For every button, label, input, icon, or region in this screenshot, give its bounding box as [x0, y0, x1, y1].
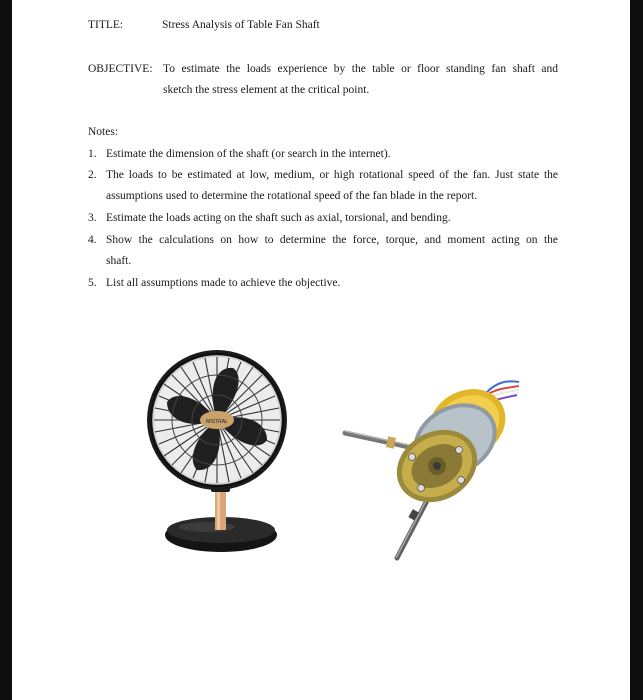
note-text: List all assumptions made to achieve the objective. — [106, 277, 341, 289]
note-number: 4. — [88, 234, 97, 246]
objective-text-line2: sketch the stress element at the critical point. — [163, 84, 370, 96]
fan-motor-image — [337, 362, 522, 567]
notes-heading: Notes: — [88, 126, 119, 138]
note-number: 2. — [88, 169, 97, 181]
note-text-continued: shaft. — [106, 255, 132, 267]
note-text: Show the calculations on how to determine the force, torque, and moment acting on the — [106, 234, 558, 246]
note-number: 3. — [88, 212, 97, 224]
title-label: TITLE: — [88, 19, 124, 31]
document-page — [12, 0, 630, 700]
note-number: 1. — [88, 148, 97, 160]
note-text: Estimate the dimension of the shaft (or search in the internet). — [106, 148, 391, 160]
viewer-frame-left — [0, 0, 12, 700]
note-text-continued: assumptions used to determine the rotational speed of the fan blade in the report. — [106, 190, 478, 202]
note-text: The loads to be estimated at low, medium, or high rotational speed of the fan. Just state the — [106, 169, 558, 181]
document-title: Stress Analysis of Table Fan Shaft — [162, 19, 320, 31]
viewer-frame-right — [630, 0, 643, 700]
objective-text-line1: To estimate the loads experience by the table or floor standing fan shaft and — [163, 63, 558, 75]
note-text: Estimate the loads acting on the shaft such as axial, torsional, and bending. — [106, 212, 451, 224]
note-number: 5. — [88, 277, 97, 289]
objective-label: OBJECTIVE: — [88, 63, 153, 75]
table-fan-image — [137, 340, 302, 565]
fan-brand-label: MISTRAL — [206, 419, 228, 425]
